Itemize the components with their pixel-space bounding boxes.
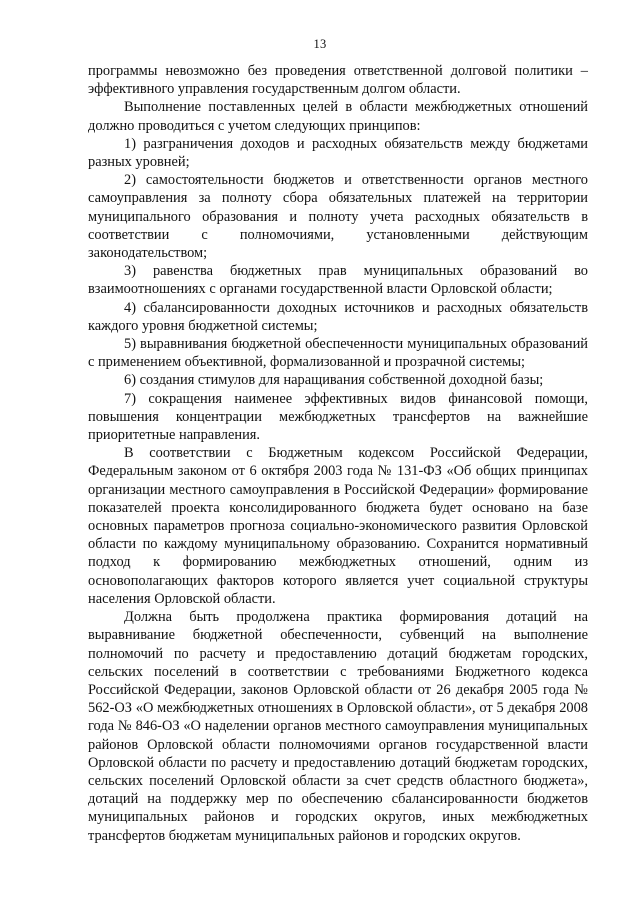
page-number: 13 [313,37,327,51]
principle-item-3: 3) равенства бюджетных прав муниципальных образований во взаимоотношениях с органами государственной власти Орловской области; [88,263,588,298]
principle-item-1: 1) разграничения доходов и расходных обязательств между бюджетами разных уровней; [88,135,588,171]
paragraph-debt-policy-continuation: программы невозможно без проведения ответственной долговой политики – эффективного управления государственным долгом области. [88,63,588,98]
paragraph-budget-code: В соответствии с Бюджетным кодексом Российской Федерации, Федеральным законом от 6 октября 2003 года № 131-ФЗ «Об общих принципах организации местного самоуправления в Российской Федерации» формирование показателей проекта консолидированного бюджета будет основано на базе основных параметров прогноза социально-экономического развития Орловской области по каждому муниципальному образованию. Сохранится нормативный подход к формированию межбюджетных отношений, одним из основополагающих факторов которого является учет социальной структуры населения Орловской области. [88,445,588,607]
principle-item-7: 7) сокращения наименее эффективных видов финансовой помощи, повышения концентрации межбюджетных трансфертов на важнейшие приоритетные направления. [88,390,588,444]
paragraph-principles-intro: Выполнение поставленных целей в области межбюджетных отношений должно проводиться с учетом следующих принципов: [88,99,588,134]
principle-item-6: 6) создания стимулов для наращивания собственной доходной базы; [124,372,544,389]
principle-item-5: 5) выравнивания бюджетной обеспеченности муниципальных образований с применением объективной, формализованной и прозрачной системы; [88,336,588,371]
paragraph-subsidies-practice: Должна быть продолжена практика формирования дотаций на выравнивание бюджетной обеспеченности, субвенций на выполнение полномочий по расчету и предоставлению дотаций бюджетам городских, сельских поселений в соответствии с требованиями Бюджетного кодекса Российской Федерации, законов Орловской области от 26 декабря 2005 года № 562-ОЗ «О межбюджетных отношениях в Орловской области», от 5 декабря 2008 года № 846-ОЗ «О наделении органов местного самоуправления муниципальных районов Орловской области полномочиями органов государственной власти Орловской области по расчету и предоставлению дотаций бюджетам городских, сельских поселений Орловской области за счет средств областного бюджета», дотаций на поддержку мер по обеспечению сбалансированности бюджетов муниципальных районов и городских округов, иных межбюджетных трансфертов бюджетам муниципальных районов и городских округов. [88,609,588,844]
principle-item-2: 2) самостоятельности бюджетов и ответственности органов местного самоуправления за полноту сбора обязательных платежей на территории муниципального образования и полноту учета расходных обязательств в соответствии с полномочиями, установленными действующим законодательством; [88,172,588,262]
principle-item-4: 4) сбалансированности доходных источников и расходных обязательств каждого уровня бюджетной системы; [88,299,588,334]
document-body [88,62,588,845]
